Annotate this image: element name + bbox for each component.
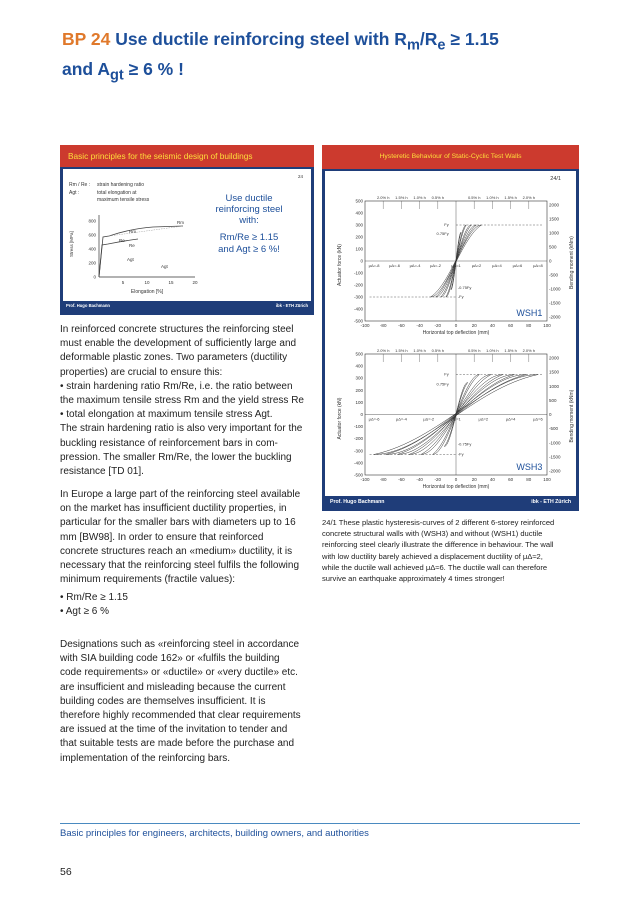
slide-hysteresis [322, 145, 579, 511]
tick-labels [88, 219, 198, 286]
nfy-label: -Fy [457, 451, 464, 457]
callout-line1: Use ductile [225, 193, 273, 204]
requirement-elongation: • Agt ≥ 6 % [60, 606, 110, 618]
y-tick-label: -500 [353, 318, 363, 324]
page-title [62, 28, 582, 87]
y2-tick-label: -2000 [549, 468, 561, 474]
x-tick-label: 40 [489, 323, 495, 328]
x-tick-label: -100 [360, 323, 370, 328]
drift-label: 1.5% h [395, 348, 408, 353]
text-line: concrete structures reach an «medium» ductility, it is [60, 545, 293, 557]
x-tick-label: 20 [471, 323, 477, 328]
hysteresis-chart-wsh1 [337, 195, 575, 336]
slide-number: 24/1 [550, 176, 561, 182]
y2-tick-label: 1500 [549, 369, 560, 375]
text-line: with SIA building code 162» or «fulfils the building [60, 653, 280, 665]
ductility-label: μΔ=-4 [395, 416, 407, 422]
label-agt-1: Agt [127, 257, 134, 262]
text-line: Designations such as «reinforcing steel in accordance [60, 639, 300, 650]
x-axis-label: Horizontal top deflection (mm) [422, 330, 490, 336]
y2-tick-label: -500 [549, 272, 559, 278]
slide-footer [66, 303, 308, 308]
y2-tick-label: 0 [549, 412, 552, 417]
nfy75-label: -0.75Fy [457, 285, 472, 290]
text-line: In Europe a large part of the reinforcing steel available [60, 489, 301, 500]
y-tick-label: -500 [353, 472, 363, 478]
wall-label: WSH1 [516, 308, 543, 318]
y-tick-label: 500 [355, 351, 363, 357]
y2-tick-label: 2000 [549, 202, 560, 208]
slide-footer-left: Prof. Hugo Bachmann [330, 499, 385, 505]
nfy-label: -Fy [457, 294, 464, 299]
y-tick-label: 400 [88, 246, 96, 252]
y-axis-label: Stress [MPa] [69, 231, 74, 257]
body-paragraph-1 [60, 323, 320, 479]
ductility-label: μΔ=-2 [430, 263, 441, 268]
y-tick-label: -200 [353, 436, 363, 442]
y2-tick-label: 1000 [549, 383, 560, 389]
y2-tick-label: 1500 [549, 216, 560, 222]
text-line: particular for the smaller bars with diameters up to 16 [60, 517, 296, 529]
drift-label: 1.0% h [486, 348, 499, 353]
y-tick-label: 200 [355, 234, 363, 240]
y2-tick-label: -500 [549, 426, 559, 432]
text-line: therefore highly recommended that clear requirements [60, 710, 301, 722]
x-tick-label: 20 [471, 477, 477, 482]
x-tick-label: 0 [454, 477, 458, 482]
ductility-label: μΔ=1 [451, 416, 461, 422]
x-tick-label: 5 [121, 280, 125, 285]
y-tick-label: -400 [353, 306, 363, 312]
label-re-1: Re [119, 238, 125, 243]
y2-axis-label: Bending moment (kNm) [569, 389, 575, 443]
text-line: are issued at the time of the invitation to tender and [60, 724, 288, 736]
def2-key: Agt : [69, 190, 80, 196]
text-line: properties) are crucial to ensure this: [60, 366, 223, 378]
slide-body [325, 171, 576, 496]
title-sub-m: m [406, 37, 420, 54]
slide-footer-left: Prof. Hugo Bachmann [66, 303, 110, 308]
def2-val: total elongation at [97, 190, 137, 196]
slide-footer [330, 499, 571, 505]
y-tick-label: 0 [360, 412, 363, 417]
drift-label: 1.5% h [504, 348, 517, 353]
y-axis-label: Actuator force (kN) [337, 397, 343, 440]
title-text: Use ductile reinforcing steel with R [115, 29, 407, 49]
ductility-label: μΔ=-4 [409, 263, 421, 268]
ductility-label: μΔ=-2 [423, 416, 435, 422]
title-ge: ≥ 1.15 [445, 29, 499, 49]
slide-header: Hysteretic Behaviour of Static-Cyclic Test Walls [322, 145, 579, 169]
ductility-label: μΔ=-6 [368, 416, 380, 422]
caption-line: with low ductility barely achieved a displacement ductility of μΔ≈2, [322, 551, 543, 561]
caption-line: concrete structural walls with (WSH3) and without (WSH1) ductile [322, 529, 543, 539]
y-tick-label: 400 [355, 363, 363, 369]
y2-tick-label: -1500 [549, 454, 561, 460]
def1-val: strain hardening ratio [97, 182, 144, 188]
label-rm-2: Rm [129, 229, 136, 234]
drift-label: 1.0% h [413, 195, 426, 200]
x-tick-label: 100 [543, 323, 551, 328]
drift-label: 0.5% h [431, 195, 445, 200]
y-tick-label: 100 [355, 246, 363, 252]
title-line2-b: ≥ 6 % ! [123, 58, 184, 79]
text-line: deformable plastic zones. Two parameters (ductility [60, 352, 288, 364]
y-tick-label: 800 [88, 218, 96, 224]
x-tick-label: 15 [168, 280, 174, 285]
text-line: building codes are themselves insufficient. It is [60, 695, 266, 707]
y-tick-label: -200 [353, 282, 363, 288]
fy75-label: 0.75Fy [436, 231, 449, 236]
y-tick-label: 0 [360, 258, 363, 264]
fy75-label: 0.75Fy [436, 381, 449, 387]
fy-label: Fy [444, 222, 449, 227]
nfy75-label: -0.75Fy [457, 441, 472, 447]
title-slash: /R [419, 29, 438, 49]
hysteresis-chart-wsh3 [337, 348, 575, 490]
x-tick-label: -60 [398, 323, 405, 328]
text-line: the maximum tensile stress Rm and the yield stress Re [60, 395, 304, 407]
callout-line5: and Agt ≥ 6 %! [218, 244, 280, 255]
x-tick-label: 100 [543, 477, 551, 482]
label-re-2: Re [129, 243, 135, 248]
x-axis-label: Horizontal top deflection (mm) [422, 484, 490, 490]
page-number: 56 [60, 866, 72, 878]
y-tick-label: -100 [353, 270, 363, 276]
y-tick-label: 200 [88, 260, 96, 266]
slide-footer-right: ibk - ETH Zürich [531, 499, 571, 505]
ductility-label: μΔ=6 [533, 416, 543, 422]
y2-tick-label: 2000 [549, 355, 560, 361]
y-axis-label: Actuator force (kN) [337, 244, 343, 286]
x-tick-label: 80 [526, 477, 532, 482]
x-tick-label: 0 [454, 323, 458, 328]
stress-strain-figure [63, 169, 311, 301]
text-line: • total elongation at maximum tensile stress Agt. [60, 409, 273, 421]
drift-label: 2.0% h [522, 195, 536, 200]
ductility-label: μΔ=2 [478, 416, 489, 422]
drift-label: 2.0% h [522, 348, 536, 353]
y2-tick-label: -2000 [549, 314, 561, 320]
callout-line4: Rm/Re ≥ 1.15 [219, 232, 279, 243]
drift-label: 1.5% h [395, 195, 408, 200]
x-tick-label: 10 [144, 280, 150, 285]
y-tick-label: 600 [88, 232, 96, 238]
slide-footer-right: ibk - ETH Zürich [275, 303, 308, 308]
x-tick-label: -40 [416, 477, 423, 482]
x-tick-label: -40 [416, 323, 423, 328]
fy-label: Fy [444, 371, 449, 377]
title-sub-e: e [437, 37, 446, 54]
y-tick-label: 100 [355, 399, 363, 405]
text-line: In reinforced concrete structures the reinforcing steel [60, 324, 294, 335]
body-paragraph-2 [60, 488, 320, 587]
slide-header: Basic principles for the seismic design of buildings [60, 145, 314, 167]
x-tick-label: -20 [434, 477, 442, 482]
x-tick-label: 60 [508, 323, 514, 328]
ductility-label: μΔ=2 [471, 263, 482, 268]
requirements-list [60, 591, 320, 619]
title-line2-a: and A [62, 58, 110, 79]
footer-rule [60, 823, 580, 824]
y2-tick-label: 500 [549, 244, 557, 250]
text-line: • strain hardening ratio Rm/Re, i.e. the ratio between [60, 380, 293, 392]
bp-number: BP 24 [62, 29, 111, 49]
text-line: The strain hardening ratio is also very important for the [60, 423, 303, 435]
drift-label: 2.0% h [376, 195, 390, 200]
y-tick-label: -400 [353, 460, 363, 466]
x-tick-label: 20 [192, 280, 198, 285]
y-tick-label: -300 [353, 448, 363, 454]
text-line: must enable the development of sufficiently large and [60, 338, 297, 350]
ductility-label: μΔ=-8 [368, 263, 380, 268]
caption-line: reinforcing steel clearly illustrate the difference in behaviour. The wall [322, 540, 554, 550]
y-tick-label: 400 [355, 210, 363, 216]
caption-line: 24/1 These plastic hysteresis-curves of 2 different 6-storey reinforced [322, 518, 555, 527]
ductility-label: μΔ=4 [505, 416, 516, 422]
ductility-label: μΔ=8 [533, 263, 543, 268]
callout-line3: with: [239, 215, 259, 226]
drift-label: 0.5% h [467, 348, 481, 353]
drift-label: 1.5% h [504, 195, 517, 200]
y-tick-label: 500 [355, 198, 363, 204]
body-paragraph-3 [60, 638, 320, 766]
y2-tick-label: -1000 [549, 440, 561, 446]
text-line: mm [BW98]. In order to ensure that reinforced [60, 531, 264, 543]
label-agt-2: Agt [161, 264, 168, 269]
def2-val2: maximum tensile stress [97, 197, 150, 203]
text-line: resistance [TD 01]. [60, 466, 144, 478]
y-tick-label: -300 [353, 294, 363, 300]
y2-tick-label: 0 [549, 258, 552, 264]
y2-tick-label: -1000 [549, 286, 561, 292]
y2-tick-label: -1500 [549, 300, 561, 306]
ductility-label: μΔ=4 [492, 263, 502, 268]
y-tick-label: 200 [355, 387, 363, 393]
caption-line: while the ductile wall achieved μΔ≈6. The ductile wall can therefore [322, 562, 548, 572]
label-rm-1: Rm [177, 220, 184, 225]
footer-text: Basic principles for engineers, architects, building owners, and authorities [60, 828, 369, 839]
x-tick-label: -60 [398, 477, 405, 482]
y-tick-label: -100 [353, 424, 363, 430]
caption-line: survive an earthquake approximately 4 times stronger! [322, 574, 505, 584]
x-tick-label: 80 [526, 323, 532, 328]
text-line: on the market has insufficient ductility properties, in [60, 503, 287, 515]
text-line: code requirements» or «ductile» or «very ductile» etc. [60, 667, 298, 679]
hysteresis-figure [325, 171, 576, 496]
drift-label: 1.0% h [413, 348, 426, 353]
text-line: that suitable tests are made before the purchase and [60, 738, 295, 750]
y2-tick-label: 500 [549, 397, 557, 403]
y2-tick-label: 1000 [549, 230, 560, 236]
slide-body [63, 169, 311, 301]
x-tick-label: -80 [379, 477, 387, 482]
text-line: implementation of the reinforcing bars. [60, 752, 231, 764]
ductility-label: μΔ=-6 [389, 263, 401, 268]
text-line: buckling resistance of reinforcement bars in com- [60, 437, 278, 449]
wall-label: WSH3 [516, 462, 543, 472]
x-tick-label: 40 [489, 477, 495, 482]
drift-label: 0.5% h [467, 195, 481, 200]
curve-ductile [99, 226, 183, 277]
slide-number: 24 [297, 174, 303, 179]
x-tick-label: -100 [360, 477, 370, 482]
x-tick-label: 60 [508, 477, 514, 482]
ductility-label: μΔ=6 [512, 263, 523, 268]
def1-key: Rm / Re : [69, 182, 91, 188]
drift-label: 2.0% h [376, 348, 390, 353]
x-tick-label: -80 [379, 323, 387, 328]
x-tick-label: -20 [434, 323, 442, 328]
y-tick-label: 0 [93, 274, 96, 280]
text-line: necessary that the reinforcing steel fulfils the following [60, 560, 300, 572]
ductility-label: μΔ=1 [451, 263, 461, 268]
y2-axis-label: Bending moment (kNm) [569, 236, 575, 289]
drift-label: 0.5% h [431, 348, 445, 353]
text-line: minimum requirements (fractile values): [60, 574, 236, 586]
x-axis-label: Elongation [%] [130, 289, 164, 295]
slide-stress-strain [60, 145, 314, 315]
drift-label: 1.0% h [486, 195, 499, 200]
title-sub-gt: gt [109, 67, 124, 83]
text-line: pression. The smaller Rm/Re, the lower the buckling [60, 451, 292, 463]
callout-line2: reinforcing steel [215, 204, 283, 215]
y-tick-label: 300 [355, 222, 363, 228]
figure-caption [322, 517, 580, 584]
requirement-ratio: • Rm/Re ≥ 1.15 [60, 592, 128, 603]
text-line: are insufficient and misleading because the current [60, 681, 286, 693]
y-tick-label: 300 [355, 375, 363, 381]
